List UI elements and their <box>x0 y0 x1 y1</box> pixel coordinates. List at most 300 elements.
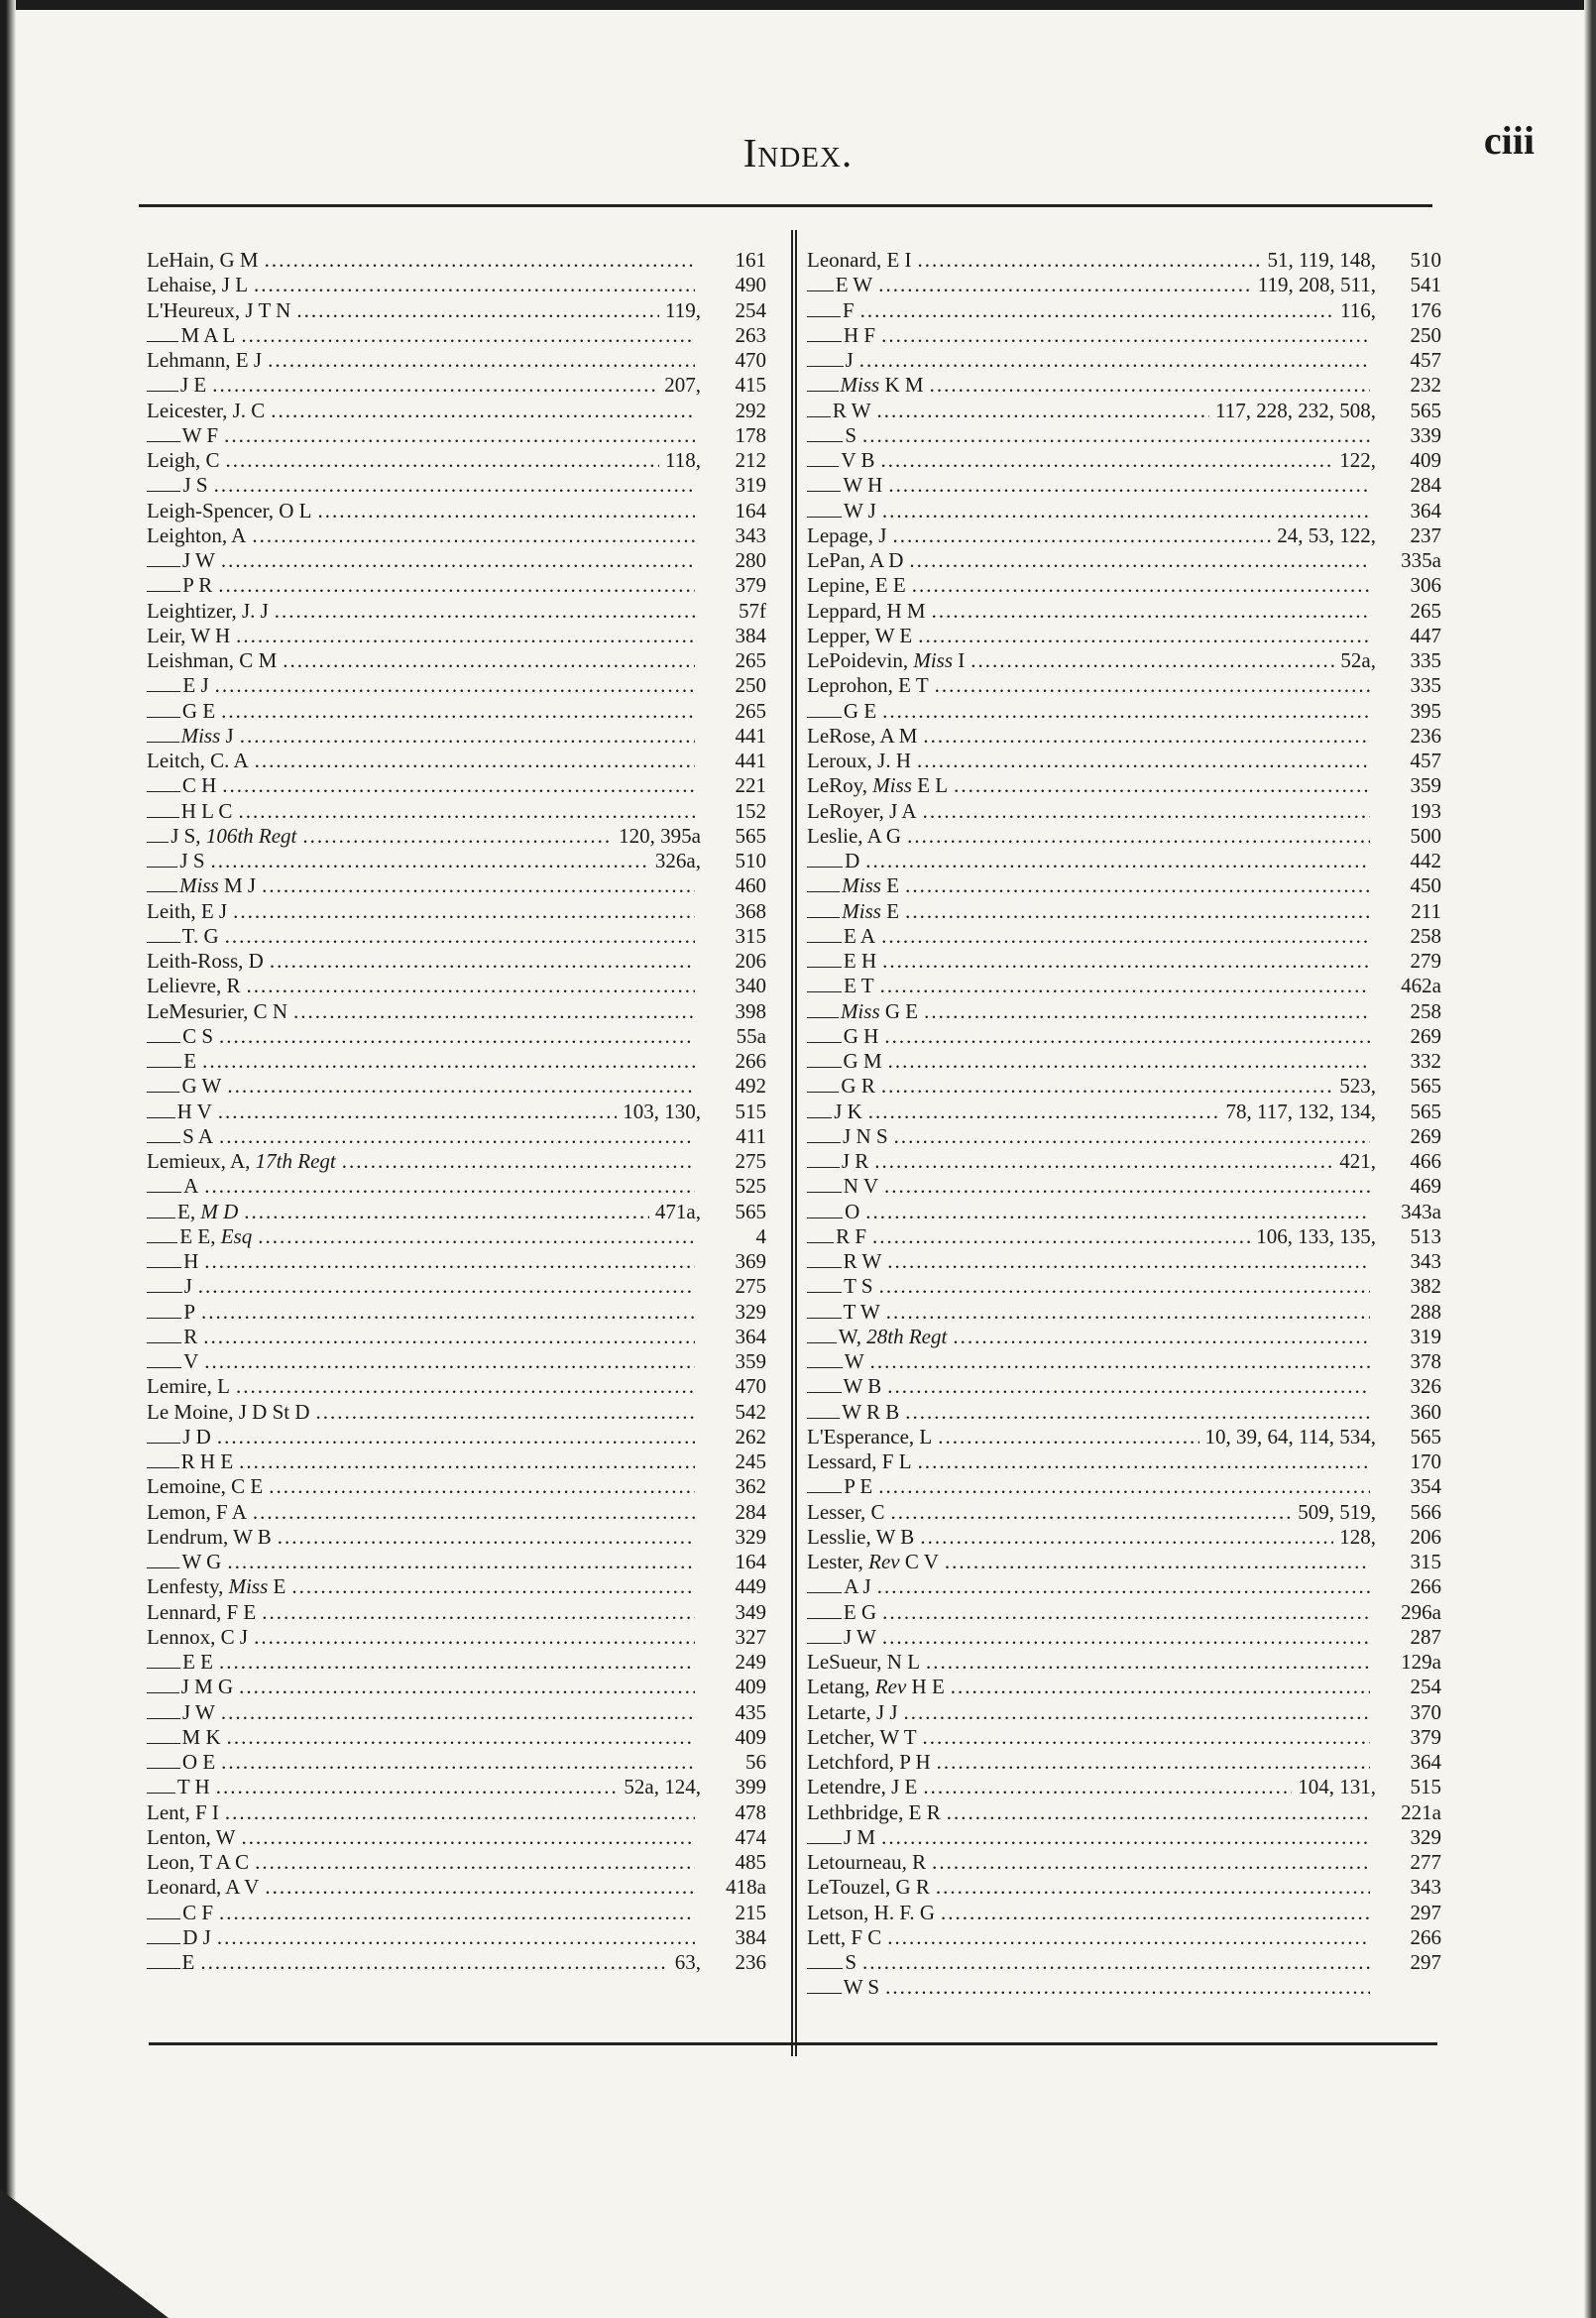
index-entry <box>147 899 766 924</box>
entry-name: E E <box>182 1650 213 1674</box>
index-entry <box>807 1400 1441 1425</box>
ditto-dash <box>807 1492 842 1493</box>
entry-name: H F <box>844 322 876 347</box>
dot-leader <box>222 773 695 798</box>
entry-name: V B <box>841 448 875 472</box>
entry-name: Lepine, E E <box>807 573 906 598</box>
dot-leader <box>227 1550 695 1574</box>
entry-page: 232 <box>1410 373 1441 398</box>
ditto-dash <box>807 991 842 992</box>
index-entry <box>147 1024 766 1049</box>
index-entry <box>807 499 1441 523</box>
dot-leader <box>880 974 1370 998</box>
dot-leader <box>265 248 695 273</box>
entry-name: Leishman, C M <box>147 648 278 672</box>
entry-refs: 104, 131, <box>1298 1775 1376 1799</box>
entry-name: P E <box>844 1474 873 1499</box>
dot-leader <box>316 1400 696 1425</box>
index-entry <box>807 1200 1441 1224</box>
entry-name: Lemire, L <box>147 1374 230 1399</box>
entry-name: Leigh-Spencer, O L <box>147 498 312 522</box>
ditto-dash <box>807 967 842 968</box>
dot-leader <box>874 1149 1333 1174</box>
entry-page: 250 <box>1410 322 1441 347</box>
ditto-dash <box>807 1342 837 1343</box>
entry-page: 206 <box>1410 1524 1441 1549</box>
index-entry <box>807 824 1441 849</box>
dot-leader <box>886 1300 1370 1325</box>
footer-rule <box>149 2042 1437 2045</box>
dot-leader <box>932 1850 1370 1875</box>
ditto-dash <box>147 441 180 442</box>
index-entry <box>807 548 1441 573</box>
dot-leader <box>884 1024 1370 1049</box>
dot-leader <box>262 873 695 898</box>
index-entry <box>147 1474 766 1499</box>
entry-page: 212 <box>735 448 766 472</box>
ditto-dash <box>147 591 180 592</box>
index-entry <box>147 573 766 598</box>
dot-leader <box>907 824 1370 849</box>
index-entry <box>147 348 766 373</box>
entry-page: 332 <box>1410 1049 1441 1073</box>
entry-name: Leith-Ross, D <box>147 949 264 973</box>
entry-name: W R B <box>842 1399 900 1424</box>
entry-page: 500 <box>1410 823 1441 848</box>
entry-page: 379 <box>1410 1724 1441 1749</box>
ditto-dash <box>147 867 177 868</box>
dot-leader <box>219 1650 695 1675</box>
entry-name: Lenfesty, Miss E <box>147 1574 286 1599</box>
index-entry <box>807 473 1441 498</box>
index-entry <box>807 724 1441 749</box>
entry-name: G H <box>843 1023 879 1048</box>
entry-name: LeSueur, N L <box>807 1650 921 1674</box>
entry-page: 265 <box>1410 598 1441 623</box>
entry-refs: 51, 119, 148, <box>1267 248 1376 272</box>
entry-name: W, 28th Regt <box>838 1324 948 1348</box>
entry-name: J M <box>844 1824 876 1849</box>
entry-page: 441 <box>735 749 766 772</box>
index-entry <box>807 298 1441 323</box>
index-entry <box>807 1625 1441 1650</box>
entry-name: Leitch, C. A <box>147 749 249 772</box>
ditto-dash <box>147 1318 181 1319</box>
dot-leader <box>882 1600 1370 1625</box>
entry-name: Lenton, W <box>147 1824 236 1849</box>
entry-name: Lendrum, W B <box>147 1524 272 1549</box>
dot-leader <box>226 448 660 473</box>
dot-leader <box>204 1349 695 1374</box>
entry-refs: 10, 39, 64, 114, 534, <box>1204 1424 1376 1449</box>
entry-name: J D <box>182 1424 211 1449</box>
entry-page: 176 <box>1410 297 1441 322</box>
index-entry <box>807 348 1441 373</box>
entry-page: 269 <box>1410 1023 1441 1048</box>
ditto-dash <box>807 466 839 467</box>
scan-top-edge <box>0 0 1596 10</box>
dot-leader <box>936 1875 1370 1900</box>
index-entry <box>147 599 766 624</box>
entry-name: G E <box>843 698 877 723</box>
scan-corner-shadow <box>0 2189 169 2318</box>
dot-leader <box>239 1675 695 1699</box>
dot-leader <box>909 548 1370 573</box>
index-entry <box>807 1800 1441 1825</box>
index-entry <box>807 1850 1441 1875</box>
entry-name: Letang, Rev H E <box>807 1675 945 1699</box>
index-entry <box>807 399 1441 423</box>
index-entry <box>147 1449 766 1474</box>
dot-leader <box>870 1349 1370 1374</box>
ditto-dash <box>807 1993 842 1994</box>
entry-name: C S <box>182 1023 214 1048</box>
entry-name: R <box>183 1324 198 1348</box>
entry-page: 339 <box>1410 422 1441 447</box>
entry-refs: 63, <box>674 1950 701 1974</box>
entry-page: 510 <box>735 849 766 872</box>
dot-leader <box>885 1975 1370 2000</box>
entry-name: Miss E <box>842 898 900 923</box>
ditto-dash <box>147 791 180 792</box>
index-entry <box>147 1925 766 1950</box>
dot-leader <box>225 1800 695 1825</box>
dot-leader <box>860 298 1334 323</box>
entry-page: 364 <box>735 1324 766 1348</box>
page-number: ciii <box>1483 118 1535 163</box>
entry-page: 258 <box>1410 998 1441 1023</box>
dot-leader <box>937 1750 1370 1775</box>
index-entry <box>147 473 766 498</box>
entry-page: 359 <box>1410 773 1441 798</box>
entry-page: 4 <box>755 1223 766 1248</box>
ditto-dash <box>147 1793 175 1794</box>
index-entry <box>147 1100 766 1124</box>
dot-leader <box>204 1174 695 1199</box>
dot-leader <box>881 323 1370 348</box>
ditto-dash <box>147 1968 180 1969</box>
index-entry <box>147 1325 766 1349</box>
entry-name: W H <box>843 473 883 498</box>
dot-leader <box>882 1625 1370 1650</box>
entry-page: 319 <box>1410 1324 1441 1348</box>
dot-leader <box>923 1775 1292 1799</box>
dot-leader <box>924 999 1370 1024</box>
entry-name: Leicester, J. C <box>147 398 266 422</box>
entry-refs: 52a, <box>1340 648 1376 672</box>
entry-page: 541 <box>1410 273 1441 297</box>
ditto-dash <box>147 1567 179 1568</box>
index-entry <box>807 1600 1441 1625</box>
entry-name: O E <box>181 1750 216 1774</box>
entry-name: Lemieux, A, 17th Regt <box>147 1149 336 1173</box>
dot-leader <box>947 1800 1370 1825</box>
index-entry <box>147 1825 766 1850</box>
ditto-dash <box>807 1067 842 1068</box>
entry-name: W J <box>843 498 876 522</box>
entry-page: 441 <box>735 723 766 748</box>
dot-leader <box>270 949 695 974</box>
dot-leader <box>881 924 1370 949</box>
ditto-dash <box>807 366 844 367</box>
dot-leader <box>246 974 695 998</box>
dot-leader <box>253 1500 695 1525</box>
ditto-dash <box>147 691 180 692</box>
index-entry <box>147 1700 766 1725</box>
index-entry <box>807 1049 1441 1074</box>
ditto-dash <box>147 1768 180 1769</box>
entry-page: 254 <box>1410 1675 1441 1699</box>
entry-page: 265 <box>735 648 766 672</box>
dot-leader <box>884 1174 1370 1199</box>
index-entry <box>147 1074 766 1099</box>
entry-name: LeHain, G M <box>147 248 259 272</box>
entry-name: Leon, T A C <box>147 1850 250 1874</box>
entry-name: LeRoy, Miss E L <box>807 773 949 798</box>
entry-page: 277 <box>1410 1850 1441 1874</box>
entry-page: 315 <box>1410 1550 1441 1573</box>
ditto-dash <box>807 1142 841 1143</box>
entry-name: Leppard, H M <box>807 598 926 623</box>
index-entry <box>147 373 766 398</box>
dot-leader <box>218 1100 617 1124</box>
dot-leader <box>227 1074 695 1099</box>
index-entry <box>147 1525 766 1550</box>
entry-page: 565 <box>1410 1074 1441 1099</box>
entry-page: 565 <box>1410 398 1441 422</box>
index-entry <box>807 1725 1441 1750</box>
dot-leader <box>219 1901 695 1925</box>
index-entry <box>807 1249 1441 1274</box>
index-entry <box>807 448 1441 473</box>
entry-name: Lehmann, E J <box>147 348 263 372</box>
index-entry <box>807 648 1441 673</box>
entry-page: 258 <box>1410 923 1441 948</box>
dot-leader <box>240 724 695 749</box>
dot-leader <box>862 1950 1370 1975</box>
entry-page: 250 <box>735 673 766 698</box>
index-entry <box>807 1750 1441 1775</box>
entry-name: Letchford, P H <box>807 1750 931 1774</box>
ditto-dash <box>807 1042 842 1043</box>
entry-page: 254 <box>735 297 766 322</box>
entry-page: 492 <box>735 1074 766 1099</box>
dot-leader <box>198 1274 695 1299</box>
entry-page: 152 <box>735 798 766 823</box>
index-entry <box>147 974 766 998</box>
entry-page: 275 <box>735 1149 766 1173</box>
entry-page: 343 <box>1410 1875 1441 1900</box>
ditto-dash <box>807 391 839 392</box>
entry-refs: 128, <box>1339 1524 1376 1549</box>
entry-page: 296a <box>1401 1599 1441 1624</box>
dot-leader <box>888 473 1370 498</box>
entry-page: 164 <box>735 498 766 522</box>
ditto-dash <box>147 1142 180 1143</box>
index-column-right <box>807 248 1441 2001</box>
dot-leader <box>203 1325 695 1349</box>
dot-leader <box>878 273 1252 297</box>
index-entry <box>147 423 766 448</box>
dot-leader <box>905 1400 1370 1425</box>
ditto-dash <box>147 566 180 567</box>
entry-name: Le Moine, J D St D <box>147 1399 310 1424</box>
entry-page: 470 <box>735 348 766 372</box>
index-entry <box>807 849 1441 873</box>
entry-page: 542 <box>735 1399 766 1424</box>
entry-name: T H <box>176 1775 210 1799</box>
dot-leader <box>954 773 1370 798</box>
index-entry <box>147 1500 766 1525</box>
entry-name: Leroux, J. H <box>807 749 911 772</box>
index-entry <box>807 1474 1441 1499</box>
dot-leader <box>881 1074 1333 1099</box>
ditto-dash <box>147 1443 180 1444</box>
index-entry <box>147 873 766 898</box>
index-entry <box>147 673 766 698</box>
dot-leader <box>930 373 1370 398</box>
index-entry <box>807 899 1441 924</box>
dot-leader <box>917 749 1370 773</box>
entry-name: T. G <box>181 923 219 948</box>
entry-page: 249 <box>735 1650 766 1674</box>
ditto-dash <box>807 1092 839 1093</box>
dot-leader <box>868 1100 1220 1124</box>
column-divider <box>791 230 797 2056</box>
entry-page: 55a <box>736 1023 766 1048</box>
index-entry <box>807 873 1441 898</box>
index-entry <box>807 1901 1441 1925</box>
index-entry <box>807 523 1441 548</box>
entry-page: 370 <box>1410 1699 1441 1724</box>
dot-leader <box>859 348 1370 373</box>
dot-leader <box>236 624 695 648</box>
dot-leader <box>302 824 613 849</box>
entry-name: A J <box>844 1574 871 1599</box>
dot-leader <box>877 1574 1370 1599</box>
entry-page: 340 <box>735 974 766 998</box>
dot-leader <box>201 1300 695 1325</box>
entry-name: Lent, F I <box>147 1799 219 1824</box>
ditto-dash <box>807 1267 842 1268</box>
index-entry <box>807 1650 1441 1675</box>
entry-refs: 471a, <box>654 1199 701 1223</box>
entry-name: E H <box>843 949 877 973</box>
dot-leader <box>214 473 695 498</box>
entry-page: 343 <box>1410 1249 1441 1273</box>
entry-page: 343a <box>1401 1199 1441 1223</box>
entry-refs: 326a, <box>654 849 701 872</box>
dot-leader <box>225 924 695 949</box>
ditto-dash <box>807 290 834 291</box>
index-entry <box>147 399 766 423</box>
entry-name: T W <box>843 1299 880 1324</box>
entry-refs: 421, <box>1339 1149 1376 1173</box>
index-entry <box>147 548 766 573</box>
entry-page: 447 <box>1410 623 1441 647</box>
entry-name: V <box>183 1349 199 1373</box>
entry-name: R W <box>832 398 871 422</box>
entry-name: S A <box>182 1123 214 1148</box>
dot-leader <box>221 1750 695 1775</box>
dot-leader <box>926 1650 1370 1675</box>
entry-page: 418a <box>726 1875 766 1900</box>
entry-name: Lennard, F E <box>147 1599 257 1624</box>
entry-name: Leprohon, E T <box>807 673 929 698</box>
index-entry <box>147 1124 766 1149</box>
entry-refs: 207, <box>664 373 701 398</box>
entry-name: Lepper, W E <box>807 623 913 647</box>
index-entry <box>147 999 766 1024</box>
entry-page: 364 <box>1410 498 1441 522</box>
index-entry <box>807 673 1441 698</box>
index-entry <box>807 1675 1441 1699</box>
index-entry <box>807 949 1441 974</box>
entry-name: Lethbridge, E R <box>807 1799 941 1824</box>
entry-name: D J <box>182 1924 211 1949</box>
ditto-dash <box>147 1117 175 1118</box>
entry-name: Leslie, A G <box>807 823 902 848</box>
index-entry <box>807 1425 1441 1449</box>
dot-leader <box>219 1024 695 1049</box>
entry-page: 411 <box>736 1123 766 1148</box>
dot-leader <box>293 999 695 1024</box>
entry-name: P <box>183 1299 196 1324</box>
ditto-dash <box>147 891 177 892</box>
dot-leader <box>239 1449 695 1474</box>
dot-leader <box>212 373 658 398</box>
entry-page: 57f <box>739 598 766 623</box>
entry-name: W B <box>843 1374 882 1399</box>
index-entry <box>807 1124 1441 1149</box>
entry-name: Miss E <box>842 873 900 898</box>
dot-leader <box>935 673 1370 698</box>
index-entry <box>807 1975 1441 2000</box>
entry-page: 56 <box>745 1750 766 1774</box>
dot-leader <box>887 1925 1370 1950</box>
index-entry <box>807 1525 1441 1550</box>
dot-leader <box>217 1925 695 1950</box>
dot-leader <box>254 1625 695 1650</box>
index-entry <box>147 1725 766 1750</box>
entry-name: E G <box>843 1599 877 1624</box>
index-entry <box>807 1825 1441 1850</box>
entry-page: 409 <box>1410 448 1441 472</box>
entry-name: Letcher, W T <box>807 1724 917 1749</box>
entry-name: Leightizer, J. J <box>147 598 269 623</box>
entry-page: 566 <box>1410 1499 1441 1524</box>
dot-leader <box>204 1249 695 1274</box>
dot-leader <box>271 399 695 423</box>
entry-page: 478 <box>735 1799 766 1824</box>
dot-leader <box>877 399 1210 423</box>
entry-page: 327 <box>735 1624 766 1649</box>
index-entry <box>807 1274 1441 1299</box>
entry-page: 329 <box>1410 1824 1441 1849</box>
dot-leader <box>241 323 695 348</box>
entry-name: Miss J <box>180 723 234 748</box>
dot-leader <box>238 799 695 824</box>
entry-name: Lesser, C <box>807 1499 885 1524</box>
index-entry <box>147 849 766 873</box>
entry-name: L'Heureux, J T N <box>147 297 291 322</box>
dot-leader <box>880 448 1333 473</box>
index-entry <box>147 1650 766 1675</box>
entry-refs: 118, <box>665 448 701 472</box>
index-entry <box>147 648 766 673</box>
entry-page: 329 <box>735 1524 766 1549</box>
entry-name: LeMesurier, C N <box>147 998 288 1023</box>
